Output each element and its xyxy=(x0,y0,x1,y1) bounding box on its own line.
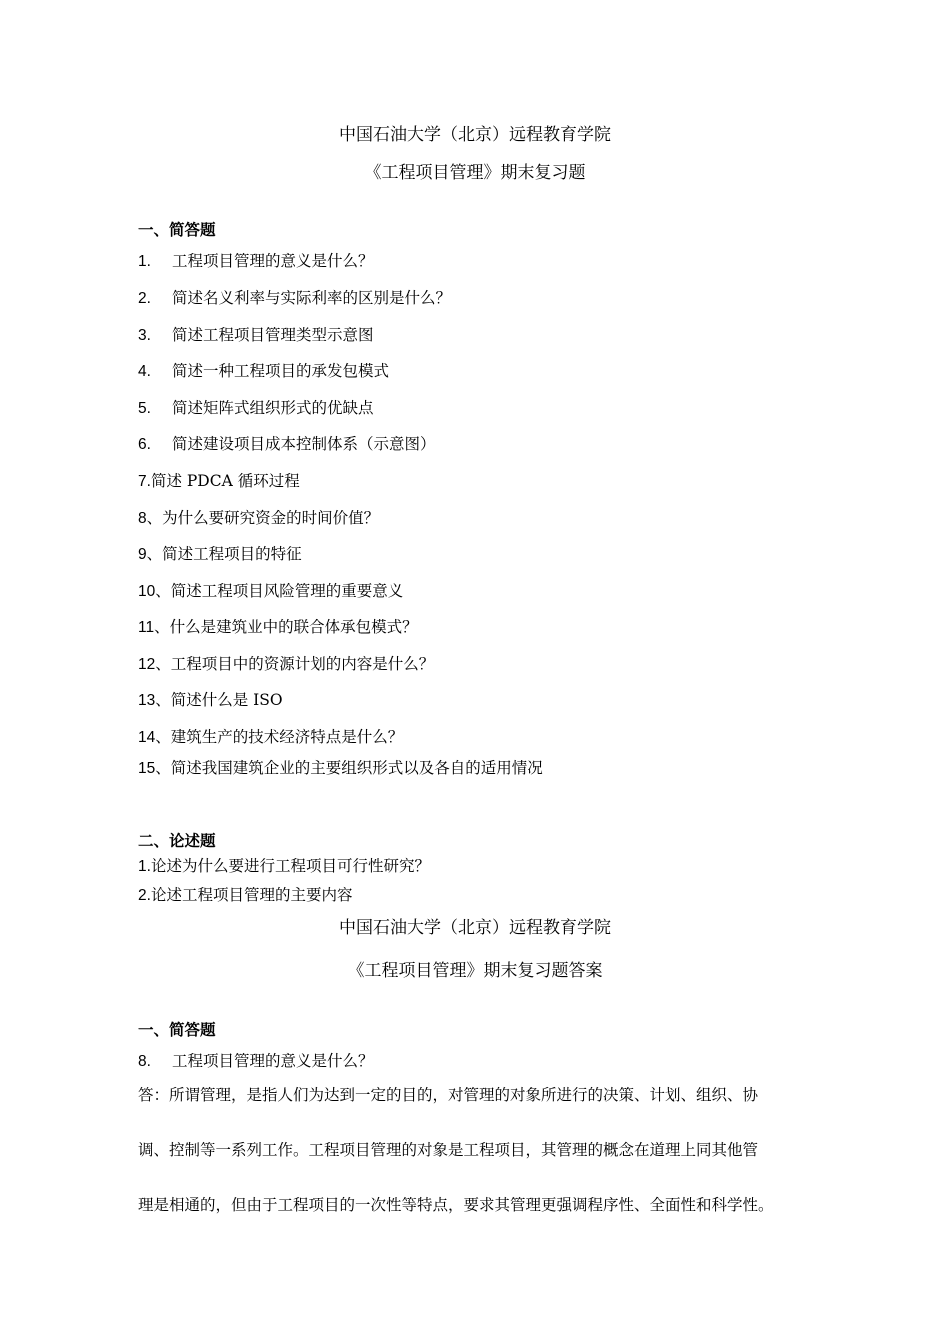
item-number: 9、 xyxy=(138,546,163,563)
item-text: 简述什么是 ISO xyxy=(170,691,283,709)
item-number: 8. xyxy=(138,1053,151,1070)
list-item xyxy=(138,359,389,381)
item-number: 11、 xyxy=(138,619,170,636)
list-item xyxy=(138,249,374,271)
list-item xyxy=(138,323,374,345)
item-number: 2. xyxy=(138,290,151,307)
list-item xyxy=(138,652,434,674)
list-item xyxy=(138,469,300,491)
item-text: 简述一种工程项目的承发包模式 xyxy=(172,362,390,380)
list-item xyxy=(138,883,352,905)
list-item xyxy=(138,396,374,418)
item-text: 工程项目中的资源计划的内容是什么？ xyxy=(170,655,435,673)
item-text: 简述建设项目成本控制体系（示意图） xyxy=(172,435,436,453)
document-title: 中国石油大学（北京）远程教育学院 xyxy=(339,125,611,145)
item-number: 15、 xyxy=(138,760,171,777)
item-number: 8、 xyxy=(138,510,163,527)
answer-question xyxy=(138,1049,374,1071)
item-text: 工程项目管理的意义是什么？ xyxy=(172,1052,374,1070)
item-number: 2. xyxy=(138,887,151,904)
section-heading-short-answer: 一、简答题 xyxy=(138,221,216,239)
item-text: 论述工程项目管理的主要内容 xyxy=(150,886,353,904)
list-item xyxy=(138,506,379,528)
item-text: 简述矩阵式组织形式的优缺点 xyxy=(172,399,374,417)
item-text: 工程项目管理的意义是什么？ xyxy=(172,252,374,270)
item-number: 13、 xyxy=(138,692,171,709)
item-number: 12、 xyxy=(138,656,171,673)
answer-subtitle: 《工程项目管理》期末复习题答案 xyxy=(347,961,603,981)
list-item xyxy=(138,286,451,308)
item-text: 简述名义利率与实际利率的区别是什么？ xyxy=(172,289,452,307)
item-number: 7. xyxy=(138,473,151,490)
list-item xyxy=(138,432,436,454)
item-text: 为什么要研究资金的时间价值？ xyxy=(162,509,380,527)
section-heading-essay: 二、论述题 xyxy=(138,832,216,850)
item-text: 论述为什么要进行工程项目可行性研究？ xyxy=(150,857,430,875)
answer-paragraph: 理是相通的，但由于工程项目的一次性等特点，要求其管理更强调程序性、全面性和科学性。 xyxy=(138,1196,774,1214)
list-item xyxy=(138,615,418,637)
item-text: 简述我国建筑企业的主要组织形式以及各自的适用情况 xyxy=(170,759,543,777)
item-number: 1. xyxy=(138,858,151,875)
item-text: 简述 PDCA 循环过程 xyxy=(150,472,300,490)
list-item xyxy=(138,579,403,601)
item-text: 什么是建筑业中的联合体承包模式？ xyxy=(169,618,418,636)
item-number: 3. xyxy=(138,327,151,344)
item-text: 建筑生产的技术经济特点是什么？ xyxy=(170,728,404,746)
list-item xyxy=(138,725,403,747)
list-item xyxy=(138,542,302,564)
answer-paragraph: 调、控制等一系列工作。工程项目管理的对象是工程项目，其管理的概念在道理上同其他管 xyxy=(138,1141,759,1159)
item-text: 简述工程项目管理类型示意图 xyxy=(172,326,374,344)
item-number: 5. xyxy=(138,400,151,417)
item-number: 10、 xyxy=(138,583,171,600)
answer-paragraph: 答：所谓管理，是指人们为达到一定的目的，对管理的对象所进行的决策、计划、组织、协 xyxy=(138,1086,759,1104)
document-subtitle: 《工程项目管理》期末复习题 xyxy=(364,163,586,183)
item-text: 简述工程项目风险管理的重要意义 xyxy=(170,582,404,600)
answer-title: 中国石油大学（北京）远程教育学院 xyxy=(339,918,611,938)
item-number: 1. xyxy=(138,253,151,270)
item-number: 14、 xyxy=(138,729,171,746)
item-number: 4. xyxy=(138,363,151,380)
list-item xyxy=(138,854,430,876)
item-number: 6. xyxy=(138,436,151,453)
list-item xyxy=(138,756,543,778)
item-text: 简述工程项目的特征 xyxy=(162,545,302,563)
list-item xyxy=(138,688,283,710)
answer-section-heading: 一、简答题 xyxy=(138,1021,216,1039)
